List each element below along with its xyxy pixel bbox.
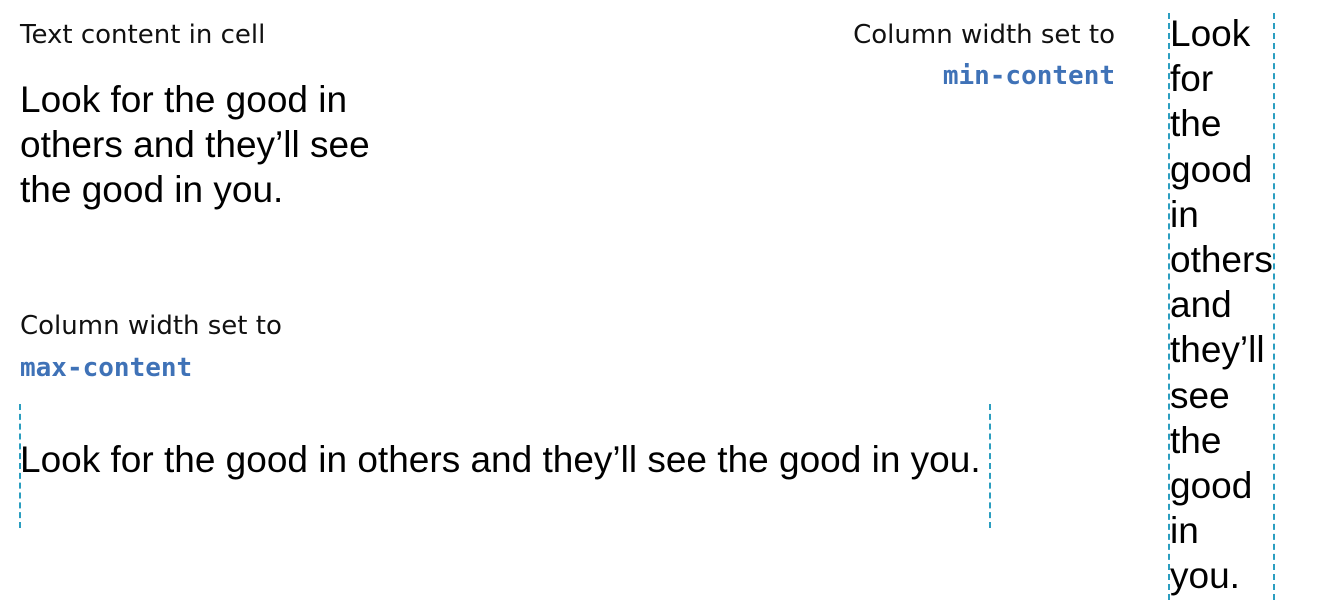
min-content-word: see [1170,374,1230,416]
min-content-word: the [1170,419,1222,461]
min-content-keyword: min-content [942,61,1115,91]
min-content-word: and [1170,284,1232,326]
min-content-quote [1170,11,1274,599]
min-content-word: Look [1170,13,1251,54]
min-content-word: for [1170,58,1214,100]
max-content-label: Column width set to [20,311,282,341]
min-content-word: in [1170,193,1199,235]
cell-content-label: Text content in cell [20,20,266,50]
min-content-word: they’ll [1170,329,1265,371]
min-content-word: good [1170,465,1253,507]
max-content-right-guide [989,404,991,528]
cell-content-quote: Look for the good in others and they’ll see the good in you. [20,79,370,210]
min-content-word: the [1170,103,1222,145]
max-content-keyword: max-content [20,353,193,383]
max-content-quote: Look for the good in others and they’ll see the good in you. [20,439,981,480]
min-content-label: Column width set to [853,20,1115,50]
min-content-word: in [1170,510,1199,552]
min-content-word: you. [1170,555,1240,597]
min-content-word: good [1170,148,1253,190]
min-content-word: others [1170,239,1273,281]
